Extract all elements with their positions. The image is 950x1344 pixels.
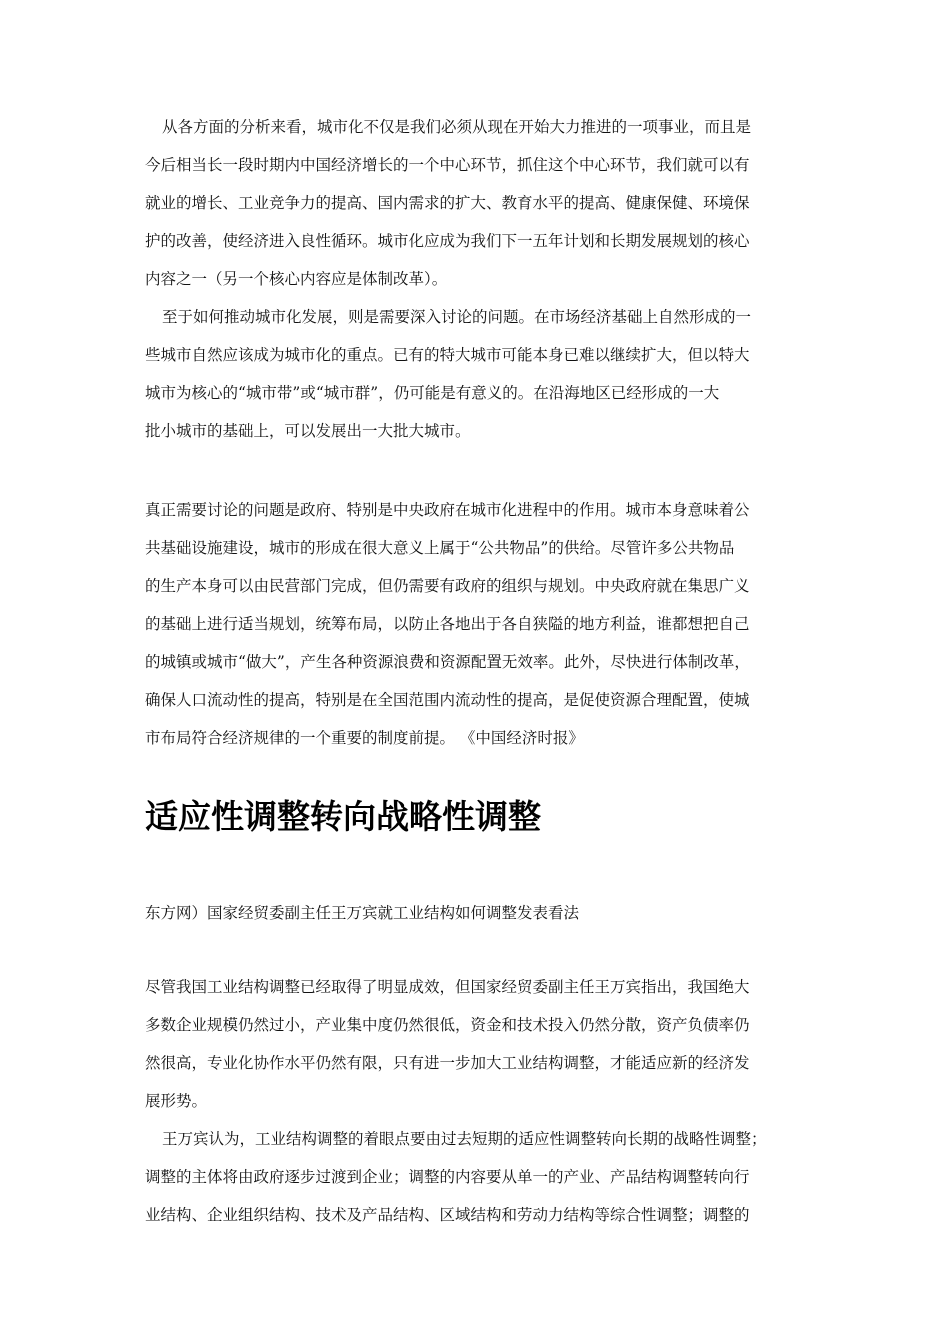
paragraph-4-line-1: 尽管我国工业结构调整已经取得了明显成效，但国家经贸委副主任王万宾指出，我国绝大 — [145, 978, 750, 996]
paragraph-1-line-1: 从各方面的分析来看，城市化不仅是我们必须从现在开始大力推进的一项事业，而且是 — [162, 118, 752, 136]
paragraph-3-line-5: 的城镇或城市“做大”，产生各种资源浪费和资源配置无效率。此外，尽快进行体制改革， — [145, 653, 750, 671]
paragraph-5-line-1: 王万宾认为，工业结构调整的着眼点要由过去短期的适应性调整转向长期的战略性调整； — [162, 1130, 767, 1148]
paragraph-3-line-2: 共基础设施建设，城市的形成在很大意义上属于“公共物品”的供给。尽管许多公共物品 — [145, 539, 735, 557]
paragraph-2-line-2: 些城市自然应该成为城市化的重点。已有的特大城市可能本身已难以继续扩大，但以特大 — [145, 346, 750, 364]
paragraph-3-line-7: 市布局符合经济规律的一个重要的制度前提。 《中国经济时报》 — [145, 729, 584, 747]
paragraph-4-line-3: 然很高，专业化协作水平仍然有限，只有进一步加大工业结构调整，才能适应新的经济发 — [145, 1054, 750, 1072]
paragraph-4-line-2: 多数企业规模仍然过小，产业集中度仍然很低，资金和技术投入仍然分散，资产负债率仍 — [145, 1016, 750, 1034]
paragraph-2-line-1: 至于如何推动城市化发展，则是需要深入讨论的问题。在市场经济基础上自然形成的一 — [162, 308, 752, 326]
paragraph-3-line-6: 确保人口流动性的提高，特别是在全国范围内流动性的提高，是促使资源合理配置，使城 — [145, 691, 750, 709]
paragraph-2-line-4: 批小城市的基础上，可以发展出一大批大城市。 — [145, 422, 471, 440]
paragraph-3-line-3: 的生产本身可以由民营部门完成，但仍需要有政府的组织与规划。中央政府就在集思广义 — [145, 577, 750, 595]
article-byline: 东方网）国家经贸委副主任王万宾就工业结构如何调整发表看法 — [145, 904, 580, 922]
paragraph-3-line-4: 的基础上进行适当规划，统筹布局，以防止各地出于各自狭隘的地方利益，谁都想把自己 — [145, 615, 750, 633]
paragraph-5-line-3: 业结构、企业组织结构、技术及产品结构、区域结构和劳动力结构等综合性调整；调整的 — [145, 1206, 750, 1224]
article-heading: 适应性调整转向战略性调整 — [145, 797, 541, 836]
paragraph-1-line-2: 今后相当长一段时期内中国经济增长的一个中心环节，抓住这个中心环节，我们就可以有 — [145, 156, 750, 174]
paragraph-3-line-1: 真正需要讨论的问题是政府、特别是中央政府在城市化进程中的作用。城市本身意味着公 — [145, 501, 750, 519]
paragraph-4-line-4: 展形势。 — [145, 1092, 208, 1110]
paragraph-5-line-2: 调整的主体将由政府逐步过渡到企业；调整的内容要从单一的产业、产品结构调整转向行 — [145, 1168, 750, 1186]
paragraph-1-line-3: 就业的增长、工业竞争力的提高、国内需求的扩大、教育水平的提高、健康保健、环境保 — [145, 194, 750, 212]
paragraph-1-line-5: 内容之一（另一个核心内容应是体制改革）。 — [145, 270, 448, 288]
paragraph-1-line-4: 护的改善，使经济进入良性循环。城市化应成为我们下一五年计划和长期发展规划的核心 — [145, 232, 750, 250]
paragraph-2-line-3: 城市为核心的“城市带”或“城市群”，仍可能是有意义的。在沿海地区已经形成的一大 — [145, 384, 720, 402]
